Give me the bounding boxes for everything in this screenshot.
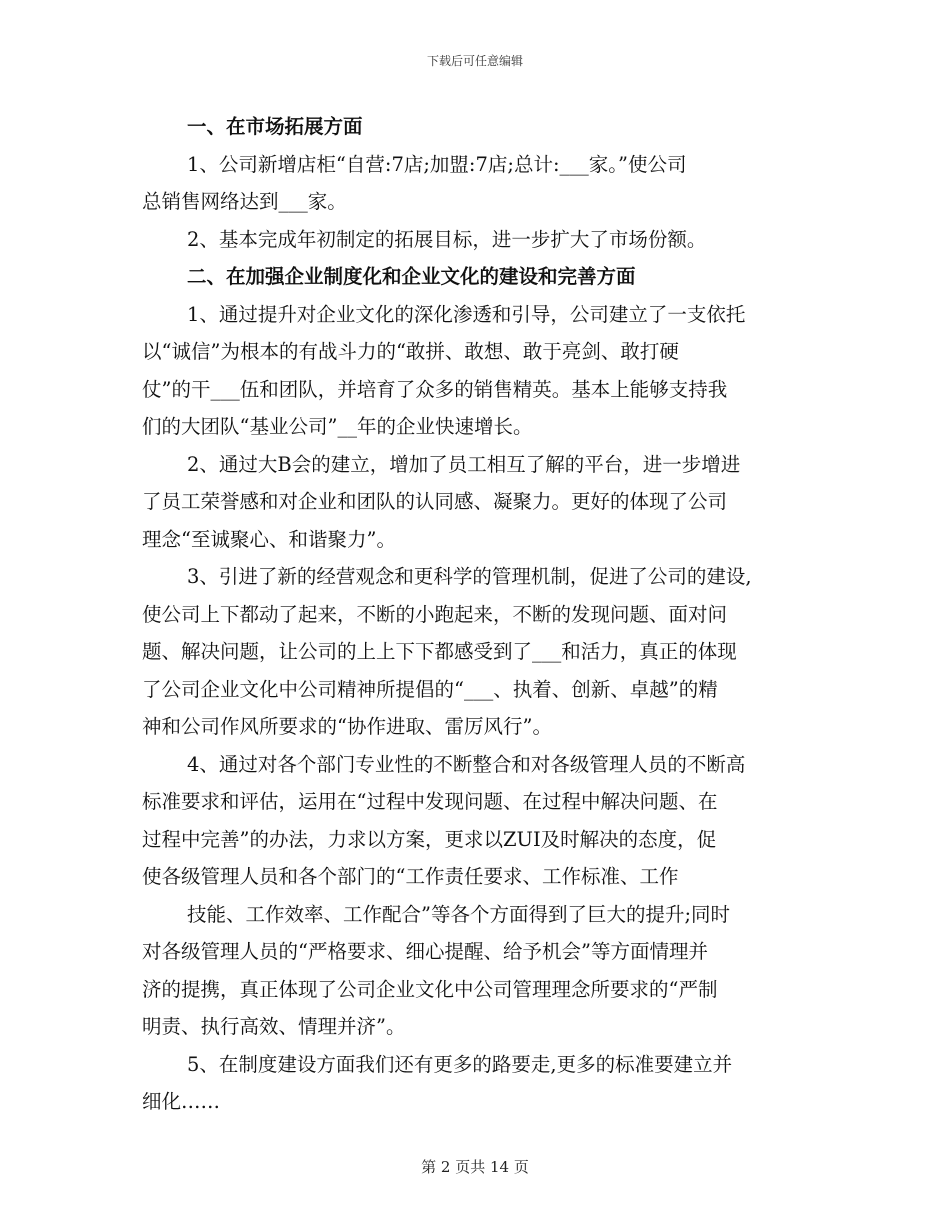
paragraph-line: 神和公司作风所要求的“协作进取、雷厉风行”。 xyxy=(142,715,552,738)
paragraph-line: 了公司企业文化中公司精神所提倡的“___、执着、创新、卓越”的精 xyxy=(142,677,718,701)
paragraph-line: 5、在制度建设方面我们还有更多的路要走,更多的标准要建立并 xyxy=(187,1052,733,1076)
paragraph-line: 题、解决问题，让公司的上上下下都感受到了___和活力，真正的体现 xyxy=(142,640,737,663)
paragraph-line: 2、通过大B会的建立，增加了员工相互了解的平台，进一步增进 xyxy=(187,452,741,476)
paragraph-line: 理念“至诚聚心、和谐聚力”。 xyxy=(142,527,396,551)
paragraph-line: 标准要求和评估，运用在“过程中发现问题、在过程中解决问题、在 xyxy=(142,790,718,813)
paragraph-line: 以“诚信”为根本的有战斗力的“敢拼、敢想、敢于亮剑、敢打硬 xyxy=(142,340,679,363)
paragraph-line: 仗”的干___伍和团队，并培育了众多的销售精英。基本上能够支持我 xyxy=(142,377,728,401)
paragraph-line: 了员工荣誉感和对企业和团队的认同感、凝聚力。更好的体现了公司 xyxy=(142,490,728,513)
paragraph-line: 明责、执行高效、情理并济”。 xyxy=(142,1015,406,1038)
paragraph-line: 1、通过提升对企业文化的深化渗透和引导，公司建立了一支依托 xyxy=(187,302,746,326)
paragraph-line: 过程中完善”的办法，力求以方案，更求以ZUI及时解决的态度，促 xyxy=(142,827,717,851)
paragraph-line: 细化…… xyxy=(142,1090,221,1113)
page-header: 下载后可任意编辑 xyxy=(426,54,523,68)
paragraph-line: 使公司上下都动了起来，不断的小跑起来，不断的发现问题、面对问 xyxy=(142,602,728,626)
paragraph-line: 总销售网络达到___家。 xyxy=(142,190,347,213)
paragraph-line: 4、通过对各个部门专业性的不断整合和对各级管理人员的不断高 xyxy=(187,752,746,776)
section-heading-market: 一、在市场拓展方面 xyxy=(187,115,363,138)
paragraph-line: 使各级管理人员和各个部门的“工作责任要求、工作标准、工作 xyxy=(142,865,679,888)
section-heading-culture: 二、在加强企业制度化和企业文化的建设和完善方面 xyxy=(187,265,636,288)
paragraph-line: 济的提携，真正体现了公司企业文化中公司管理理念所要求的“严制 xyxy=(142,977,718,1001)
paragraph-line: 2、基本完成年初制定的拓展目标，进一步扩大了市场份额。 xyxy=(187,227,707,251)
paragraph-line: 1、公司新增店柜“自营:7店;加盟:7店;总计:___家。”使公司 xyxy=(187,152,687,176)
paragraph-line: 对各级管理人员的“严格要求、细心提醒、给予机会”等方面情理并 xyxy=(142,940,708,963)
page-number: 第 2 页共 14 页 xyxy=(421,1158,529,1176)
paragraph-line: 们的大团队“基业公司”__年的企业快速增长。 xyxy=(142,415,533,438)
document-body xyxy=(142,108,810,1121)
paragraph-line: 3、引进了新的经营观念和更科学的管理机制，促进了公司的建设, xyxy=(187,565,752,588)
paragraph-line: 技能、工作效率、工作配合”等各个方面得到了巨大的提升;同时 xyxy=(187,902,731,926)
